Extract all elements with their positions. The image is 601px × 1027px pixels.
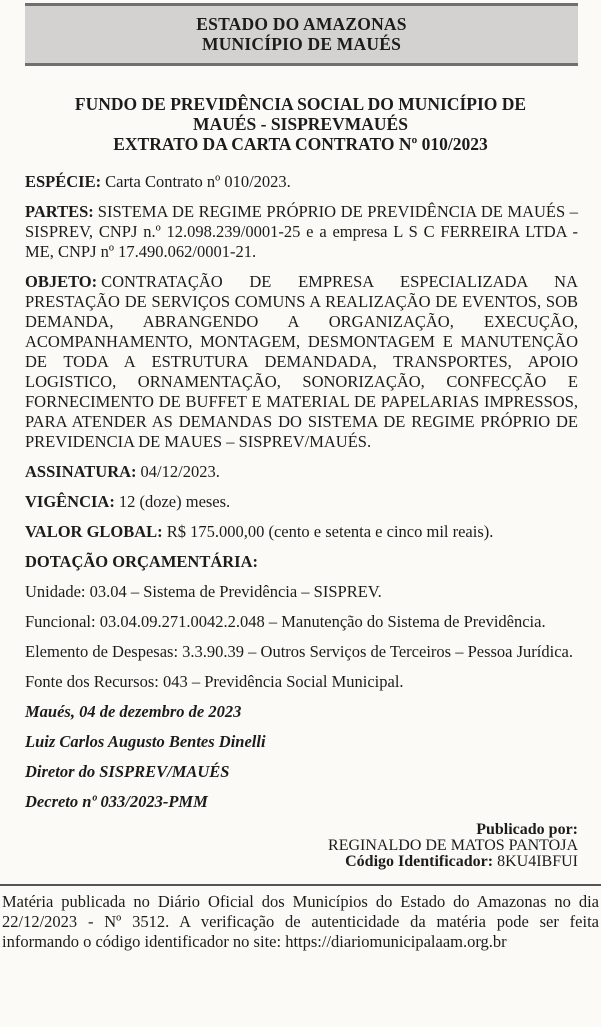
published-by-label [25,822,578,838]
document-title-extract: EXTRATO DA CARTA CONTRATO Nº 010/2023 [113,134,488,154]
signature-place-date: Maués, 04 de dezembro de 2023 [25,702,242,721]
signature-block [25,702,578,812]
field-objeto-value: CONTRATAÇÃO DE EMPRESA ESPECIALIZADA NA PRESTAÇÃO DE SERVIÇOS COMUNS A REALIZAÇÃO DE EVENTOS, SOB DEMANDA, ABRANGENDO A ORGANIZAÇÃO, EXECUÇÃO, ACOMPANHAMENTO, MONTAGEM, DESMONTAGEM E MANUTENÇÃO DE TODA A ESTRUTURA DEMANDADA, TRANSPORTES, APOIO LOGISTICO, ORNAMENTAÇÃO, SONORIZAÇÃO, CONFECÇÃO E FORNECIMENTO DE BUFFET E MATERIAL DE PAPELARIAS IMPRESSOS, PARA ATENDER AS DEMANDAS DO SISTEMA DE REGIME PRÓPRIO DE PREVIDENCIA DE MAUES – SISPREV/MAUÉS. [25,272,578,451]
agency-header-line1: ESTADO DO AMAZONAS [196,14,407,34]
document-body [25,172,578,812]
signature-name: Luiz Carlos Augusto Bentes Dinelli [25,732,266,751]
field-valor-global [25,522,578,542]
field-fonte-recursos-value: Fonte dos Recursos: 043 – Previdência Social Municipal. [25,672,404,691]
published-by-label-text: Publicado por: [476,821,578,838]
identifier-code-label: Código Identificador: [345,853,494,870]
publication-note [2,892,599,952]
field-funcional [25,612,578,632]
field-objeto [25,272,578,452]
published-by-name: REGINALDO DE MATOS PANTOJA [328,837,578,854]
verification-url: https://diariomunicipalaam.org.br [285,932,507,951]
field-partes [25,202,578,262]
field-vigencia-value: 12 (doze) meses. [118,492,231,511]
field-elemento-despesas [25,642,578,662]
field-elemento-despesas-value: Elemento de Despesas: 3.3.90.39 – Outros Serviços de Terceiros – Pessoa Jurídica. [25,642,573,661]
identifier-code-value: 8KU4IBFUI [497,853,578,870]
field-vigencia [25,492,578,512]
field-especie-value: Carta Contrato nº 010/2023. [105,172,291,191]
document-title [66,94,536,154]
field-dotacao-orcamentaria-label: DOTAÇÃO ORÇAMENTÁRIA: [25,552,258,571]
field-funcional-value: Funcional: 03.04.09.271.0042.2.048 – Manutenção do Sistema de Previdência. [25,612,546,631]
field-objeto-label: OBJETO: [25,272,98,291]
signature-role: Diretor do SISPREV/MAUÉS [25,762,230,781]
published-by-block [25,822,578,870]
field-unidade [25,582,578,602]
field-valor-global-value: R$ 175.000,00 (cento e setenta e cinco mil reais). [166,522,494,541]
field-valor-global-label: VALOR GLOBAL: [25,522,163,541]
field-especie-label: ESPÉCIE: [25,172,102,191]
field-partes-value: SISTEMA DE REGIME PRÓPRIO DE PREVIDÊNCIA DE MAUÉS – SISPREV, CNPJ n.º 12.098.239/0001-25 e a empresa L S C FERREIRA LTDA - ME, CNPJ nº 17.490.062/0001-21. [25,202,578,261]
signature-decree: Decreto nº 033/2023-PMM [25,792,208,811]
document-title-entity: FUNDO DE PREVIDÊNCIA SOCIAL DO MUNICÍPIO DE MAUÉS - SISPREVMAUÉS [74,94,527,134]
field-vigencia-label: VIGÊNCIA: [25,492,115,511]
field-partes-label: PARTES: [25,202,94,221]
field-fonte-recursos [25,672,578,692]
field-assinatura-label: ASSINATURA: [25,462,137,481]
publication-note-text: Matéria publicada no Diário Oficial dos Municípios do Estado do Amazonas no dia 22/12/2023 - Nº 3512. A verificação de autenticidade da matéria pode ser feita informando o código identificador no site: [2,892,599,951]
agency-header [25,3,578,66]
footer-divider [0,884,601,886]
field-unidade-value: Unidade: 03.04 – Sistema de Previdência – SISPREV. [25,582,382,601]
identifier-code [25,854,578,870]
field-especie [25,172,578,192]
field-assinatura [25,462,578,482]
agency-header-line2: MUNICÍPIO DE MAUÉS [201,34,402,54]
field-dotacao-orcamentaria [25,552,578,572]
field-assinatura-value: 04/12/2023. [140,462,220,481]
